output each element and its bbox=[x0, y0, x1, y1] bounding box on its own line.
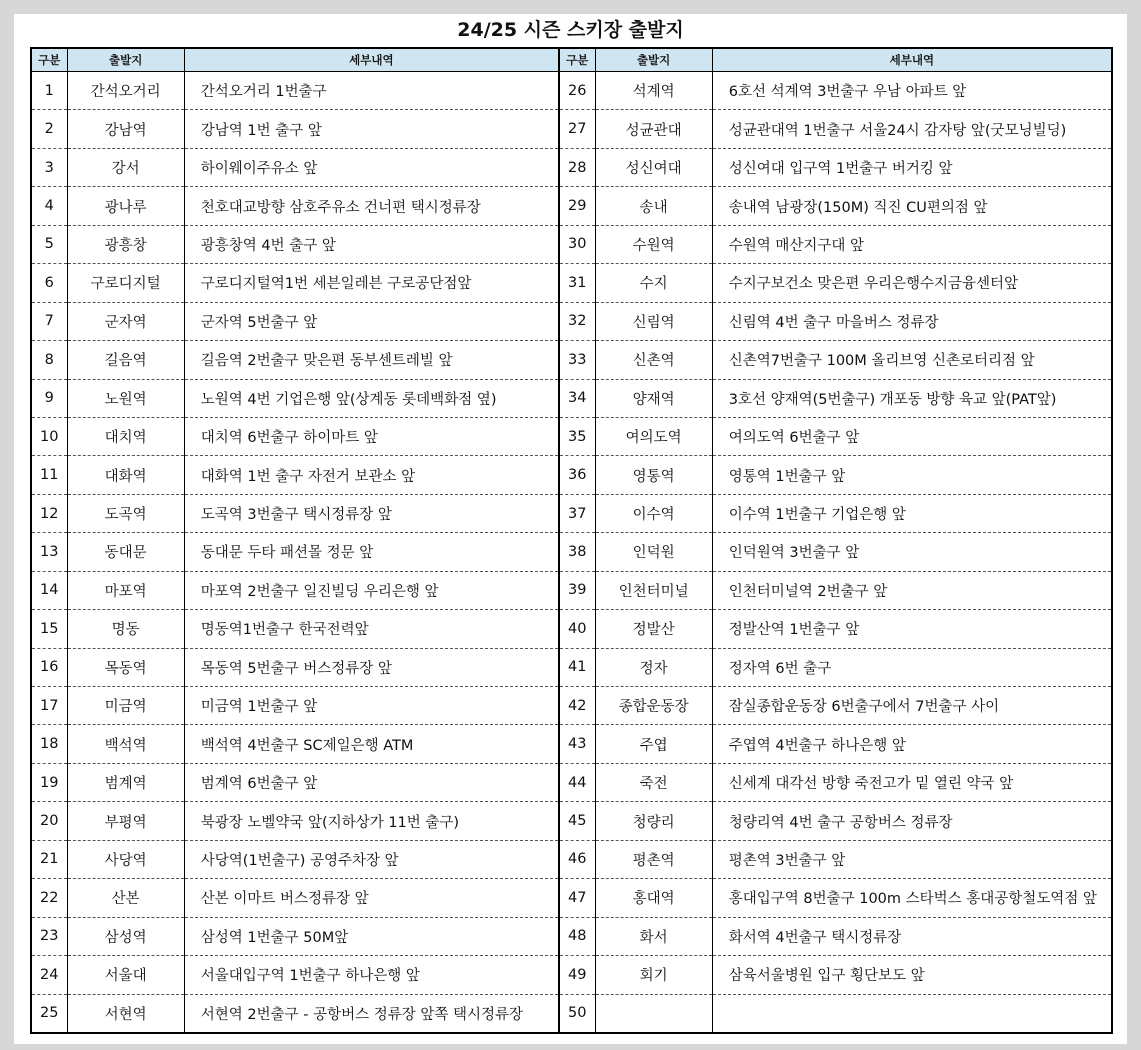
departure-detail: 명동역1번출구 한국전력앞 bbox=[184, 610, 559, 648]
row-number: 25 bbox=[31, 994, 67, 1033]
departure-detail: 여의도역 6번출구 앞 bbox=[712, 417, 1112, 455]
departure-detail: 신림역 4번 출구 마을버스 정류장 bbox=[712, 302, 1112, 340]
departure-detail: 신세계 대각선 방향 죽전고가 밑 열린 약국 앞 bbox=[712, 763, 1112, 801]
departure-location: 마포역 bbox=[67, 571, 184, 609]
departure-location: 평촌역 bbox=[595, 840, 712, 878]
row-number: 47 bbox=[559, 879, 595, 917]
row-number: 13 bbox=[31, 533, 67, 571]
departure-location: 신림역 bbox=[595, 302, 712, 340]
departure-detail: 인천터미널역 2번출구 앞 bbox=[712, 571, 1112, 609]
departure-detail: 화서역 4번출구 택시정류장 bbox=[712, 917, 1112, 955]
departure-detail: 서현역 2번출구 - 공항버스 정류장 앞쪽 택시정류장 bbox=[184, 994, 559, 1033]
departure-detail: 정발산역 1번출구 앞 bbox=[712, 610, 1112, 648]
departure-location: 이수역 bbox=[595, 494, 712, 532]
departure-location: 정자 bbox=[595, 648, 712, 686]
departure-location: 삼성역 bbox=[67, 917, 184, 955]
row-number: 28 bbox=[559, 148, 595, 186]
departure-detail: 구로디지털역1번 세븐일레븐 구로공단점앞 bbox=[184, 264, 559, 302]
departure-location: 광나루 bbox=[67, 187, 184, 225]
row-number: 2 bbox=[31, 110, 67, 148]
departure-location: 회기 bbox=[595, 956, 712, 994]
departure-location bbox=[595, 994, 712, 1033]
row-number: 3 bbox=[31, 148, 67, 186]
row-number: 36 bbox=[559, 456, 595, 494]
table-row bbox=[31, 917, 1112, 955]
departure-location: 군자역 bbox=[67, 302, 184, 340]
departure-detail: 하이웨이주유소 앞 bbox=[184, 148, 559, 186]
row-number: 5 bbox=[31, 225, 67, 263]
table-row bbox=[31, 341, 1112, 379]
departure-detail: 서울대입구역 1번출구 하나은행 앞 bbox=[184, 956, 559, 994]
table-row bbox=[31, 302, 1112, 340]
departure-detail: 6호선 석계역 3번출구 우남 아파트 앞 bbox=[712, 72, 1112, 110]
departure-location: 화서 bbox=[595, 917, 712, 955]
departure-location: 서울대 bbox=[67, 956, 184, 994]
row-number: 17 bbox=[31, 687, 67, 725]
departure-location: 목동역 bbox=[67, 648, 184, 686]
row-number: 50 bbox=[559, 994, 595, 1033]
document-sheet bbox=[14, 14, 1127, 1044]
departure-detail: 송내역 남광장(150M) 직진 CU편의점 앞 bbox=[712, 187, 1112, 225]
header-detail: 세부내역 bbox=[712, 48, 1112, 72]
table-row bbox=[31, 994, 1112, 1033]
departure-location: 양재역 bbox=[595, 379, 712, 417]
header-location: 출발지 bbox=[67, 48, 184, 72]
header-row bbox=[31, 48, 1112, 72]
table-row bbox=[31, 494, 1112, 532]
departure-location: 성신여대 bbox=[595, 148, 712, 186]
row-number: 27 bbox=[559, 110, 595, 148]
departure-detail: 목동역 5번출구 버스정류장 앞 bbox=[184, 648, 559, 686]
departure-location: 청량리 bbox=[595, 802, 712, 840]
departure-detail: 마포역 2번출구 일진빌딩 우리은행 앞 bbox=[184, 571, 559, 609]
row-number: 39 bbox=[559, 571, 595, 609]
table-row bbox=[31, 379, 1112, 417]
departure-location: 동대문 bbox=[67, 533, 184, 571]
row-number: 16 bbox=[31, 648, 67, 686]
row-number: 11 bbox=[31, 456, 67, 494]
departure-detail: 성신여대 입구역 1번출구 버거킹 앞 bbox=[712, 148, 1112, 186]
departure-location: 백석역 bbox=[67, 725, 184, 763]
table-row bbox=[31, 264, 1112, 302]
departure-location: 인천터미널 bbox=[595, 571, 712, 609]
departure-detail: 사당역(1번출구) 공영주차장 앞 bbox=[184, 840, 559, 878]
departure-detail: 산본 이마트 버스정류장 앞 bbox=[184, 879, 559, 917]
row-number: 9 bbox=[31, 379, 67, 417]
table-row bbox=[31, 879, 1112, 917]
departure-detail: 북광장 노벨약국 앞(지하상가 11번 출구) bbox=[184, 802, 559, 840]
table-row bbox=[31, 571, 1112, 609]
departure-location: 석계역 bbox=[595, 72, 712, 110]
departure-detail: 동대문 두타 패션몰 정문 앞 bbox=[184, 533, 559, 571]
table-row bbox=[31, 225, 1112, 263]
row-number: 21 bbox=[31, 840, 67, 878]
table-row bbox=[31, 187, 1112, 225]
row-number: 38 bbox=[559, 533, 595, 571]
departure-detail: 홍대입구역 8번출구 100m 스타벅스 홍대공항철도역점 앞 bbox=[712, 879, 1112, 917]
departure-location: 종합운동장 bbox=[595, 687, 712, 725]
row-number: 45 bbox=[559, 802, 595, 840]
table-row bbox=[31, 687, 1112, 725]
departure-detail: 이수역 1번출구 기업은행 앞 bbox=[712, 494, 1112, 532]
departure-location: 강서 bbox=[67, 148, 184, 186]
departure-detail: 도곡역 3번출구 택시정류장 앞 bbox=[184, 494, 559, 532]
departure-detail: 인덕원역 3번출구 앞 bbox=[712, 533, 1112, 571]
header-detail: 세부내역 bbox=[184, 48, 559, 72]
row-number: 43 bbox=[559, 725, 595, 763]
departure-location: 노원역 bbox=[67, 379, 184, 417]
row-number: 4 bbox=[31, 187, 67, 225]
departure-location: 죽전 bbox=[595, 763, 712, 801]
table-row bbox=[31, 763, 1112, 801]
row-number: 20 bbox=[31, 802, 67, 840]
departure-detail bbox=[712, 994, 1112, 1033]
row-number: 22 bbox=[31, 879, 67, 917]
table-row bbox=[31, 956, 1112, 994]
row-number: 48 bbox=[559, 917, 595, 955]
departure-location: 인덕원 bbox=[595, 533, 712, 571]
departure-detail: 영통역 1번출구 앞 bbox=[712, 456, 1112, 494]
row-number: 40 bbox=[559, 610, 595, 648]
table-row bbox=[31, 456, 1112, 494]
departure-detail: 간석오거리 1번출구 bbox=[184, 72, 559, 110]
departure-location: 강남역 bbox=[67, 110, 184, 148]
departure-location: 영통역 bbox=[595, 456, 712, 494]
row-number: 7 bbox=[31, 302, 67, 340]
departure-detail: 주엽역 4번출구 하나은행 앞 bbox=[712, 725, 1112, 763]
table-row bbox=[31, 610, 1112, 648]
row-number: 18 bbox=[31, 725, 67, 763]
departure-location: 여의도역 bbox=[595, 417, 712, 455]
table-row bbox=[31, 725, 1112, 763]
table-row bbox=[31, 148, 1112, 186]
departure-detail: 노원역 4번 기업은행 앞(상계동 롯데백화점 옆) bbox=[184, 379, 559, 417]
row-number: 44 bbox=[559, 763, 595, 801]
departure-location: 정발산 bbox=[595, 610, 712, 648]
departure-location: 주엽 bbox=[595, 725, 712, 763]
header-num: 구분 bbox=[559, 48, 595, 72]
row-number: 12 bbox=[31, 494, 67, 532]
departure-location: 산본 bbox=[67, 879, 184, 917]
departure-location: 대화역 bbox=[67, 456, 184, 494]
departure-location: 신촌역 bbox=[595, 341, 712, 379]
departure-location: 도곡역 bbox=[67, 494, 184, 532]
header-location: 출발지 bbox=[595, 48, 712, 72]
departure-location: 수원역 bbox=[595, 225, 712, 263]
row-number: 6 bbox=[31, 264, 67, 302]
row-number: 34 bbox=[559, 379, 595, 417]
departure-detail: 수원역 매산지구대 앞 bbox=[712, 225, 1112, 263]
departure-location: 대치역 bbox=[67, 417, 184, 455]
departure-detail: 삼육서울병원 입구 횡단보도 앞 bbox=[712, 956, 1112, 994]
row-number: 15 bbox=[31, 610, 67, 648]
header-num: 구분 bbox=[31, 48, 67, 72]
departure-detail: 성균관대역 1번출구 서울24시 감자탕 앞(굿모닝빌딩) bbox=[712, 110, 1112, 148]
departure-detail: 평촌역 3번출구 앞 bbox=[712, 840, 1112, 878]
departure-detail: 범계역 6번출구 앞 bbox=[184, 763, 559, 801]
departure-location: 범계역 bbox=[67, 763, 184, 801]
row-number: 30 bbox=[559, 225, 595, 263]
row-number: 26 bbox=[559, 72, 595, 110]
departure-location: 길음역 bbox=[67, 341, 184, 379]
departure-location: 구로디지털 bbox=[67, 264, 184, 302]
row-number: 33 bbox=[559, 341, 595, 379]
table-row bbox=[31, 417, 1112, 455]
departure-location: 수지 bbox=[595, 264, 712, 302]
table-row bbox=[31, 72, 1112, 110]
row-number: 35 bbox=[559, 417, 595, 455]
departure-table bbox=[30, 47, 1113, 1034]
row-number: 24 bbox=[31, 956, 67, 994]
row-number: 49 bbox=[559, 956, 595, 994]
departure-detail: 광흥창역 4번 출구 앞 bbox=[184, 225, 559, 263]
table-row bbox=[31, 802, 1112, 840]
departure-detail: 대치역 6번출구 하이마트 앞 bbox=[184, 417, 559, 455]
row-number: 31 bbox=[559, 264, 595, 302]
table-row bbox=[31, 840, 1112, 878]
departure-detail: 길음역 2번출구 맞은편 동부센트레빌 앞 bbox=[184, 341, 559, 379]
row-number: 41 bbox=[559, 648, 595, 686]
row-number: 37 bbox=[559, 494, 595, 532]
departure-location: 미금역 bbox=[67, 687, 184, 725]
row-number: 8 bbox=[31, 341, 67, 379]
departure-detail: 대화역 1번 출구 자전거 보관소 앞 bbox=[184, 456, 559, 494]
departure-location: 사당역 bbox=[67, 840, 184, 878]
row-number: 1 bbox=[31, 72, 67, 110]
departure-location: 부평역 bbox=[67, 802, 184, 840]
departure-detail: 3호선 양재역(5번출구) 개포동 방향 육교 앞(PAT앞) bbox=[712, 379, 1112, 417]
table-row bbox=[31, 648, 1112, 686]
row-number: 19 bbox=[31, 763, 67, 801]
departure-location: 서현역 bbox=[67, 994, 184, 1033]
departure-detail: 정자역 6번 출구 bbox=[712, 648, 1112, 686]
departure-detail: 청량리역 4번 출구 공항버스 정류장 bbox=[712, 802, 1112, 840]
departure-detail: 천호대교방향 삼호주유소 건너편 택시정류장 bbox=[184, 187, 559, 225]
departure-location: 광흥창 bbox=[67, 225, 184, 263]
departure-detail: 신촌역7번출구 100M 올리브영 신촌로터리점 앞 bbox=[712, 341, 1112, 379]
departure-location: 송내 bbox=[595, 187, 712, 225]
departure-location: 명동 bbox=[67, 610, 184, 648]
row-number: 14 bbox=[31, 571, 67, 609]
table-row bbox=[31, 110, 1112, 148]
page-title: 24/25 시즌 스키장 출발지 bbox=[457, 19, 684, 41]
departure-location: 홍대역 bbox=[595, 879, 712, 917]
row-number: 42 bbox=[559, 687, 595, 725]
row-number: 29 bbox=[559, 187, 595, 225]
row-number: 23 bbox=[31, 917, 67, 955]
departure-location: 성균관대 bbox=[595, 110, 712, 148]
departure-detail: 강남역 1번 출구 앞 bbox=[184, 110, 559, 148]
departure-detail: 잠실종합운동장 6번출구에서 7번출구 사이 bbox=[712, 687, 1112, 725]
departure-detail: 군자역 5번출구 앞 bbox=[184, 302, 559, 340]
departure-detail: 수지구보건소 맞은편 우리은행수지금융센터앞 bbox=[712, 264, 1112, 302]
departure-detail: 백석역 4번출구 SC제일은행 ATM bbox=[184, 725, 559, 763]
row-number: 46 bbox=[559, 840, 595, 878]
row-number: 10 bbox=[31, 417, 67, 455]
row-number: 32 bbox=[559, 302, 595, 340]
departure-detail: 삼성역 1번출구 50M앞 bbox=[184, 917, 559, 955]
table-row bbox=[31, 533, 1112, 571]
departure-location: 간석오거리 bbox=[67, 72, 184, 110]
departure-detail: 미금역 1번출구 앞 bbox=[184, 687, 559, 725]
